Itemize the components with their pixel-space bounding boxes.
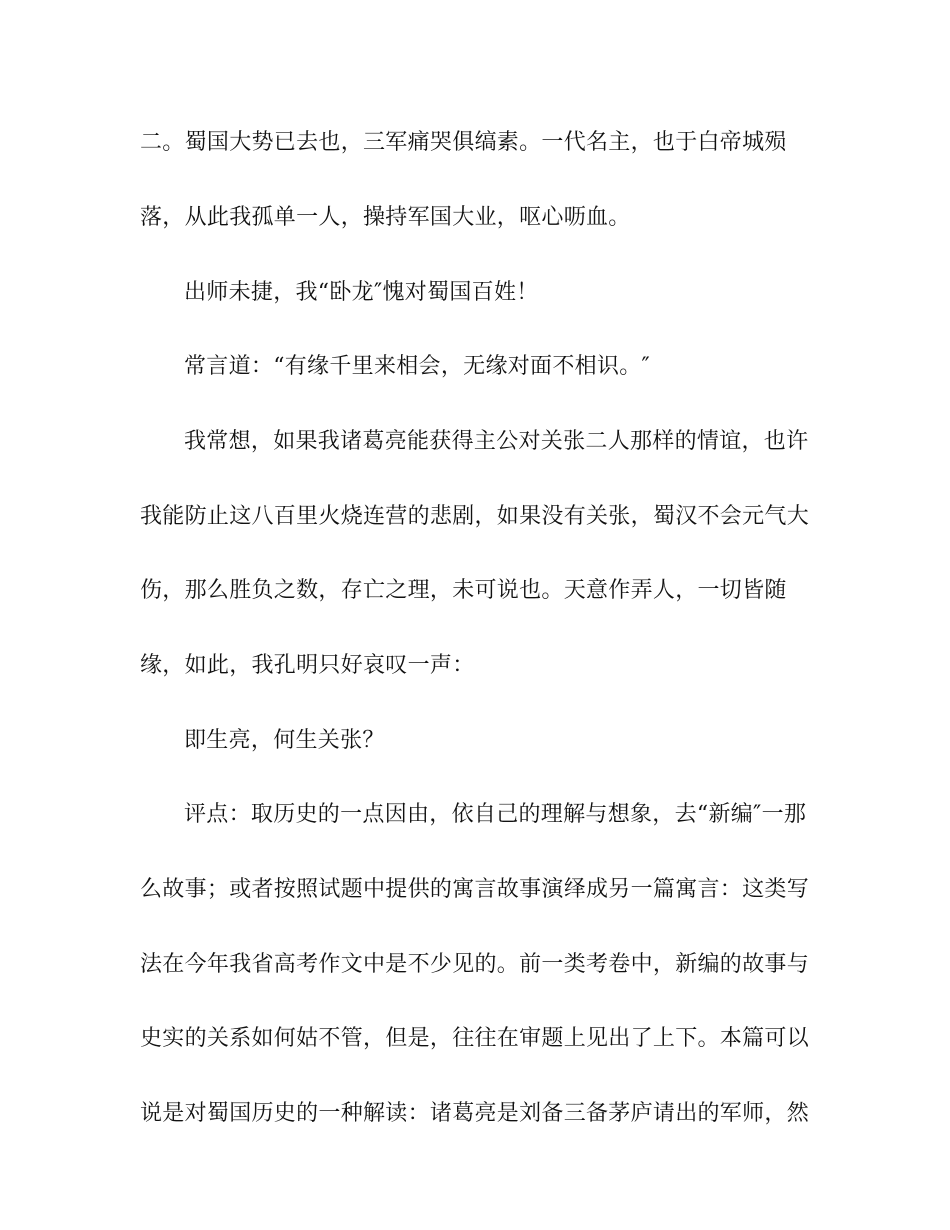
text-line-8: 缘，如此，我孔明只好哀叹一声： [140, 653, 475, 678]
text-line-5: 我常想，如果我诸葛亮能获得主公对关张二人那样的情谊，也许 [184, 429, 809, 454]
text-line-11: 么故事；或者按照试题中提供的寓言故事演绎成另一篇寓言：这类写 [140, 877, 810, 902]
text-line-7: 伤，那么胜负之数，存亡之理，未可说也。天意作弄人，一切皆随 [140, 578, 787, 603]
text-line-1: 二。蜀国大势已去也，三军痛哭俱缟素。一代名主，也于白帝城殒 [140, 130, 787, 155]
text-line-12: 法在今年我省高考作文中是不少见的。前一类考卷中，新编的故事与 [140, 952, 810, 977]
text-line-14: 说是对蜀国历史的一种解读：诸葛亮是刘备三备茅庐请出的军师，然 [140, 1101, 810, 1126]
text-line-6: 我能防止这八百里火烧连营的悲剧，如果没有关张，蜀汉不会元气大 [140, 504, 810, 529]
text-line-4: 常言道：“有缘千里来相会，无缘对面不相识。″ [184, 354, 651, 379]
text-line-13: 史实的关系如何姑不管，但是，往往在审题上见出了上下。本篇可以 [140, 1026, 810, 1051]
text-line-10: 评点：取历史的一点因由，依自己的理解与想象，去“新编″一那 [184, 802, 807, 827]
text-line-3: 出师未捷，我“卧龙″愧对蜀国百姓！ [184, 280, 539, 305]
text-line-2: 落，从此我孤单一人，操持军国大业，呕心呖血。 [140, 205, 631, 230]
text-line-9: 即生亮，何生关张？ [184, 728, 385, 753]
